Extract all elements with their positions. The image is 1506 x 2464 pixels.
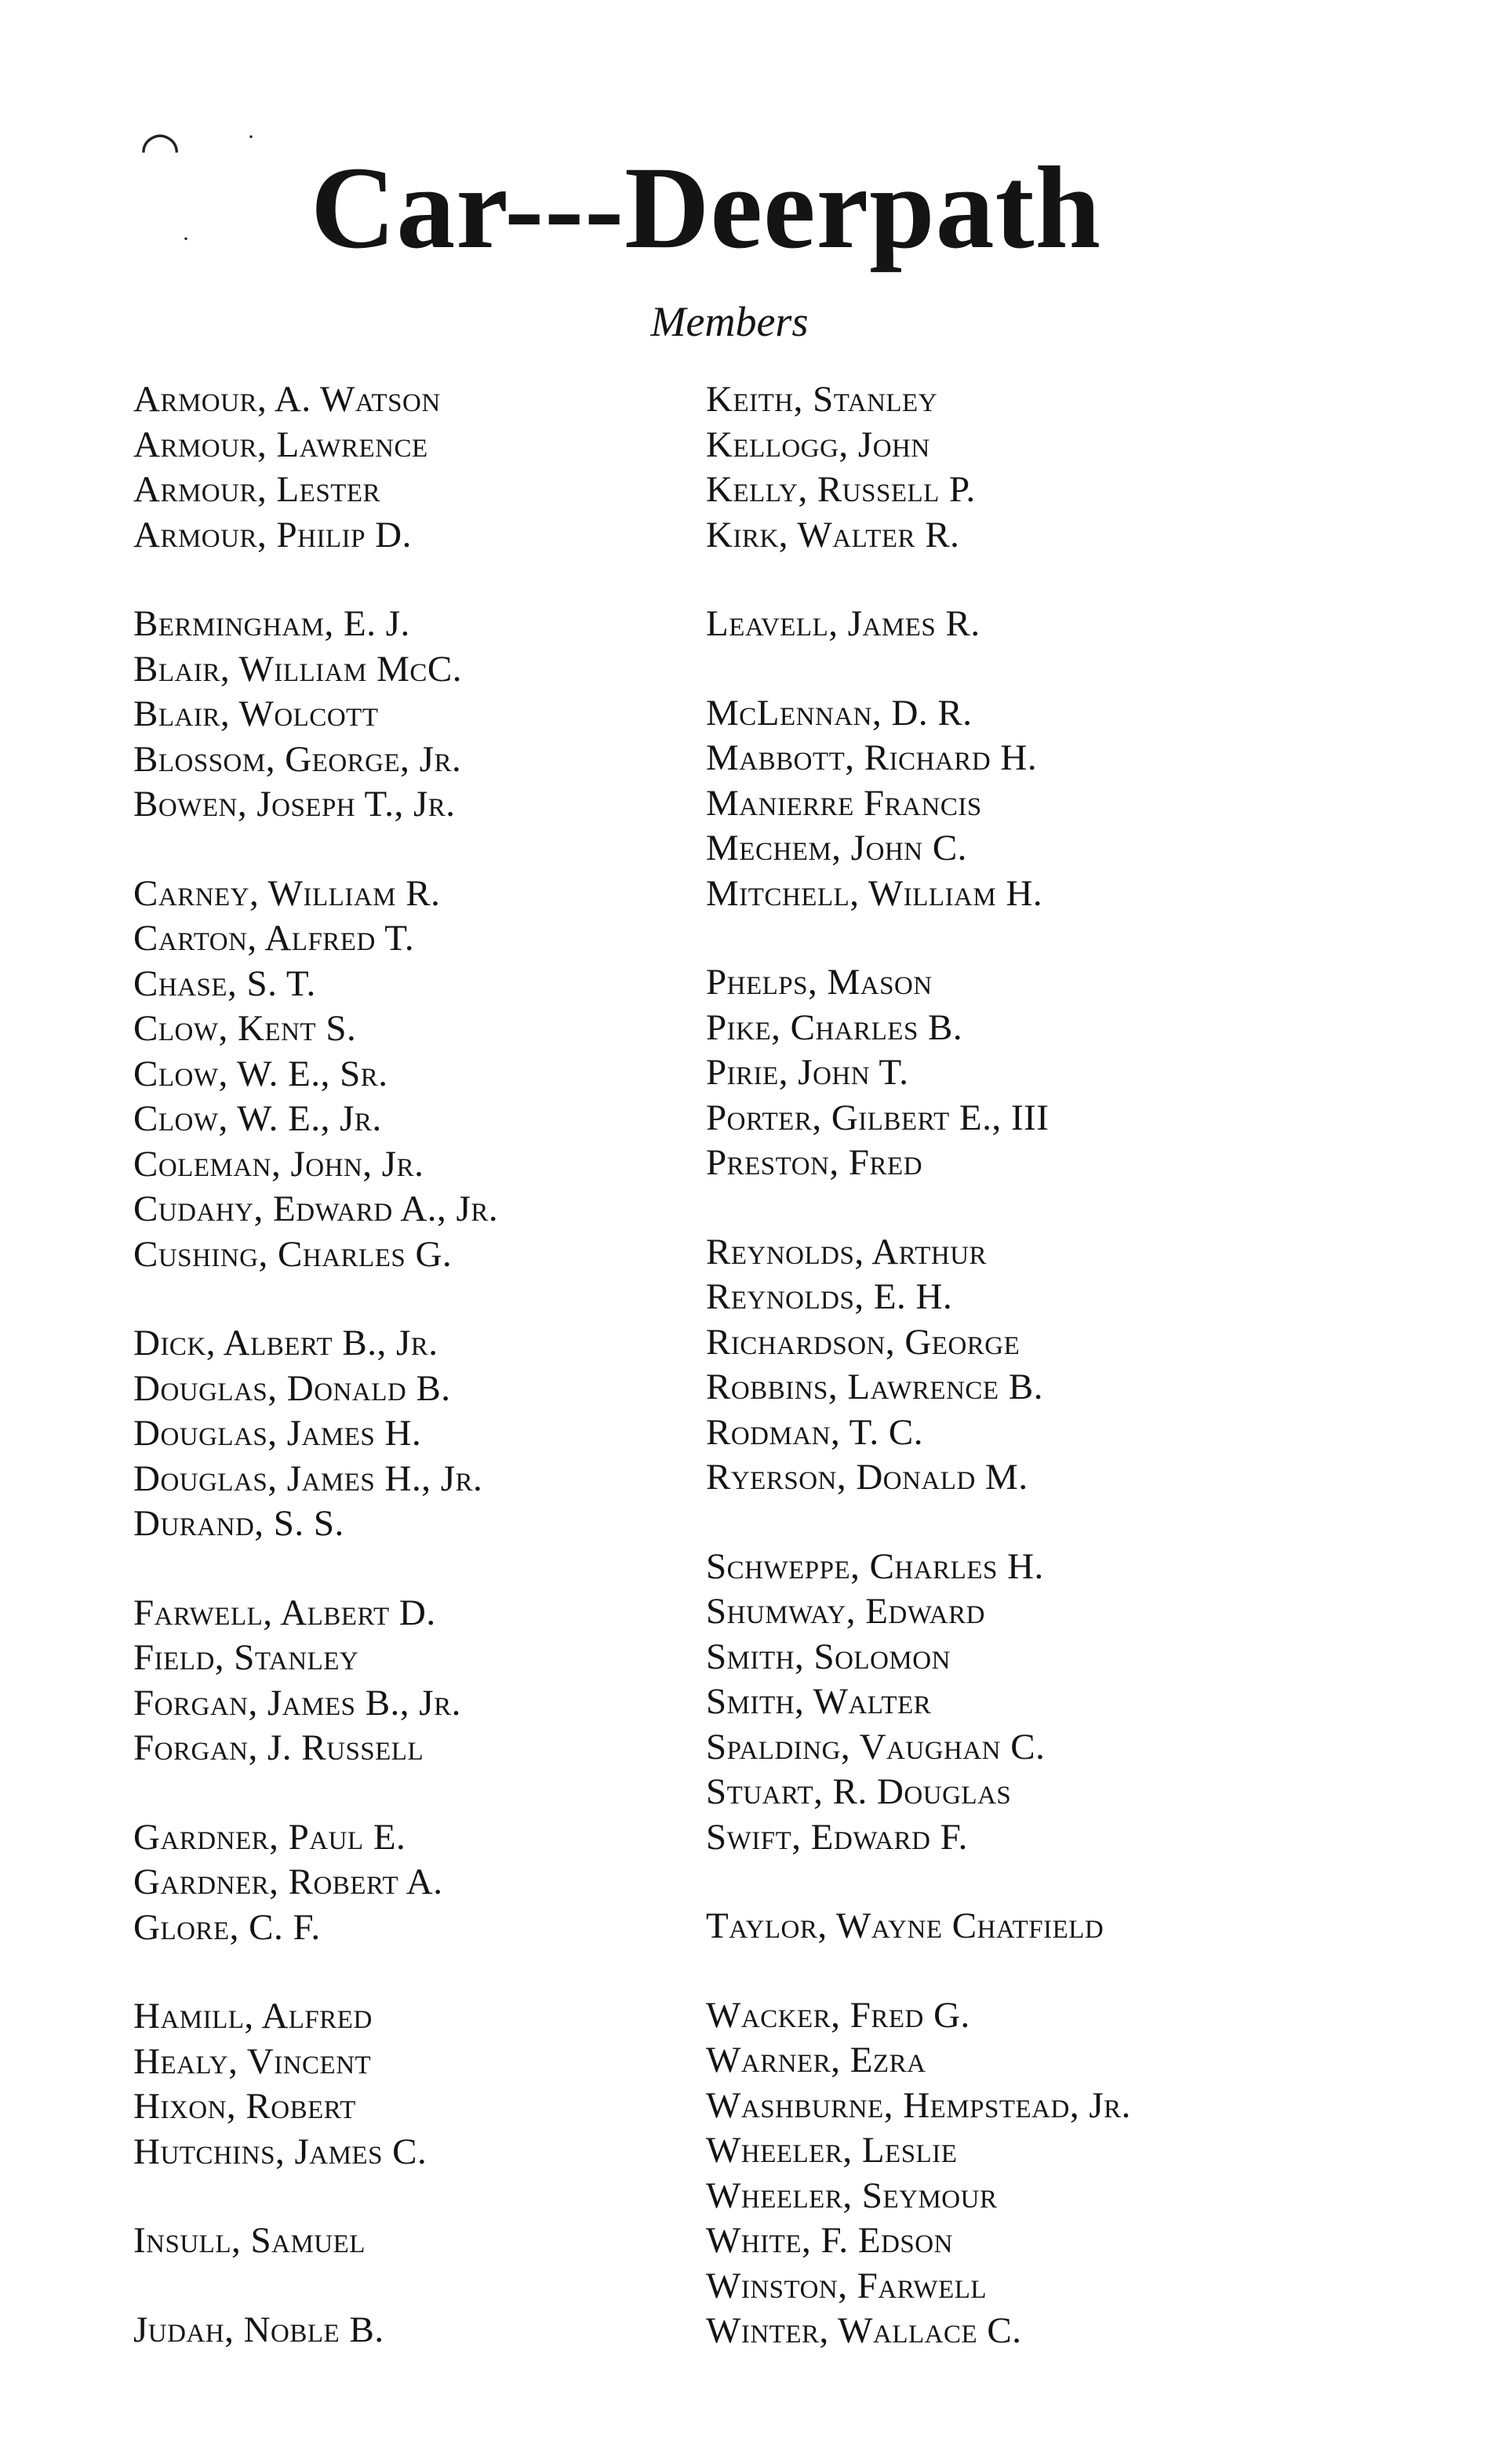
member-name: Mitchell, William H. [706,872,1043,914]
member-name: Wacker, Fred G. [706,1994,970,2036]
member-group [133,1994,498,2175]
member-group [133,602,498,828]
member-name: Blair, Wolcott [133,693,379,734]
member-group [706,1545,1131,1861]
member-name: Durand, S. S. [133,1503,344,1544]
member-group [706,1993,1131,2354]
ink-speck-icon: · [247,124,255,150]
member-name: Mechem, John C. [706,828,967,868]
member-name: Carton, Alfred T. [133,918,415,959]
member-name: Judah, Noble B. [133,2309,384,2350]
member-name: Swift, Edward F. [706,1816,968,1858]
member-name: Clow, W. E., Jr. [133,1098,382,1139]
member-name: Farwell, Albert D. [133,1592,436,1633]
ink-mark-icon: ◠ [140,123,181,175]
member-name: Insull, Samuel [133,2220,366,2261]
right-member-column [706,377,1131,2398]
member-name: Hamill, Alfred [133,1996,373,2036]
member-group [706,602,1131,647]
member-name: Leavell, James R. [706,603,980,644]
member-name: Armour, Lester [133,469,381,510]
member-name: Preston, Fred [706,1142,923,1183]
member-group [133,1591,498,1771]
member-name: Richardson, George [706,1321,1020,1363]
member-name: Healy, Vincent [133,2040,372,2082]
member-name: Shumway, Edward [706,1591,985,1632]
member-name: Smith, Solomon [706,1636,951,1677]
member-name: Cushing, Charles G. [133,1233,453,1275]
member-name: Kellogg, John [706,424,930,465]
member-name: Phelps, Mason [706,962,933,1003]
member-name: Gardner, Paul E. [133,1816,406,1858]
member-group [133,872,498,1278]
member-name: Hutchins, James C. [133,2131,427,2172]
member-name: Forgan, James B., Jr. [133,1682,461,1723]
member-group [133,377,498,558]
member-name: Wheeler, Leslie [706,2130,958,2171]
member-name: McLennan, D. R. [706,692,973,733]
member-name: Kelly, Russell P. [706,469,976,510]
member-name: Field, Stanley [133,1637,359,1678]
member-name: Porter, Gilbert E., III [706,1097,1049,1138]
member-name: Bermingham, E. J. [133,603,410,644]
member-name: Coleman, John, Jr. [133,1143,424,1185]
member-name: Taylor, Wayne Chatfield [706,1905,1104,1946]
member-name: Pike, Charles B. [706,1006,963,1048]
member-name: Douglas, James H. [133,1413,422,1454]
member-name: Mabbott, Richard H. [706,737,1038,778]
member-name: Bowen, Joseph T., Jr. [133,784,456,824]
member-name: Ryerson, Donald M. [706,1457,1028,1498]
member-name: Reynolds, E. H. [706,1276,953,1317]
member-name: Cudahy, Edward A., Jr. [133,1188,499,1229]
member-name: Armour, Lawrence [133,424,428,465]
member-name: Manierre Francis [706,782,982,824]
member-name: Warner, Ezra [706,2040,926,2080]
member-name: Keith, Stanley [706,379,938,420]
member-group [133,1815,498,1951]
member-name: Glore, C. F. [133,1906,321,1948]
member-group [706,691,1131,917]
member-name: Winter, Wallace C. [706,2310,1022,2351]
page-title: Car---Deerpath [310,143,1102,273]
member-group [133,1321,498,1547]
member-name: Reynolds, Arthur [706,1231,988,1272]
member-group [706,960,1131,1186]
member-name: Chase, S. T. [133,963,316,1004]
member-group [706,1904,1131,1949]
member-name: Wheeler, Seymour [706,2175,998,2216]
member-name: Armour, Philip D. [133,514,412,555]
member-name: Carney, William R. [133,872,441,914]
member-name: Douglas, Donald B. [133,1367,451,1409]
member-name: Blossom, George, Jr. [133,738,462,780]
member-name: Stuart, R. Douglas [706,1771,1012,1812]
member-name: Rodman, T. C. [706,1411,923,1453]
member-group [706,377,1131,558]
member-name: Washburne, Hempstead, Jr. [706,2084,1131,2126]
member-name: Spalding, Vaughan C. [706,1726,1046,1767]
member-name: Forgan, J. Russell [133,1727,424,1768]
member-group [706,1230,1131,1501]
member-name: Winston, Farwell [706,2265,988,2306]
member-name: Dick, Albert B., Jr. [133,1323,438,1363]
member-group [133,2308,498,2353]
member-name: Clow, Kent S. [133,1008,357,1049]
member-name: Douglas, James H., Jr. [133,1458,483,1499]
member-name: Clow, W. E., Sr. [133,1053,388,1094]
member-name: Gardner, Robert A. [133,1862,443,1902]
member-name: White, F. Edson [706,2220,953,2261]
left-member-column [133,377,498,2397]
member-name: Smith, Walter [706,1681,932,1722]
member-name: Hixon, Robert [133,2086,356,2127]
member-name: Armour, A. Watson [133,379,441,420]
member-name: Kirk, Walter R. [706,514,960,555]
member-group [133,2218,498,2264]
member-name: Schweppe, Charles H. [706,1545,1044,1587]
member-name: Blair, William McC. [133,648,462,690]
ink-speck-icon: · [182,226,190,252]
page-subtitle: Members [650,298,809,345]
member-name: Pirie, John T. [706,1052,909,1093]
member-name: Robbins, Lawrence B. [706,1367,1043,1407]
